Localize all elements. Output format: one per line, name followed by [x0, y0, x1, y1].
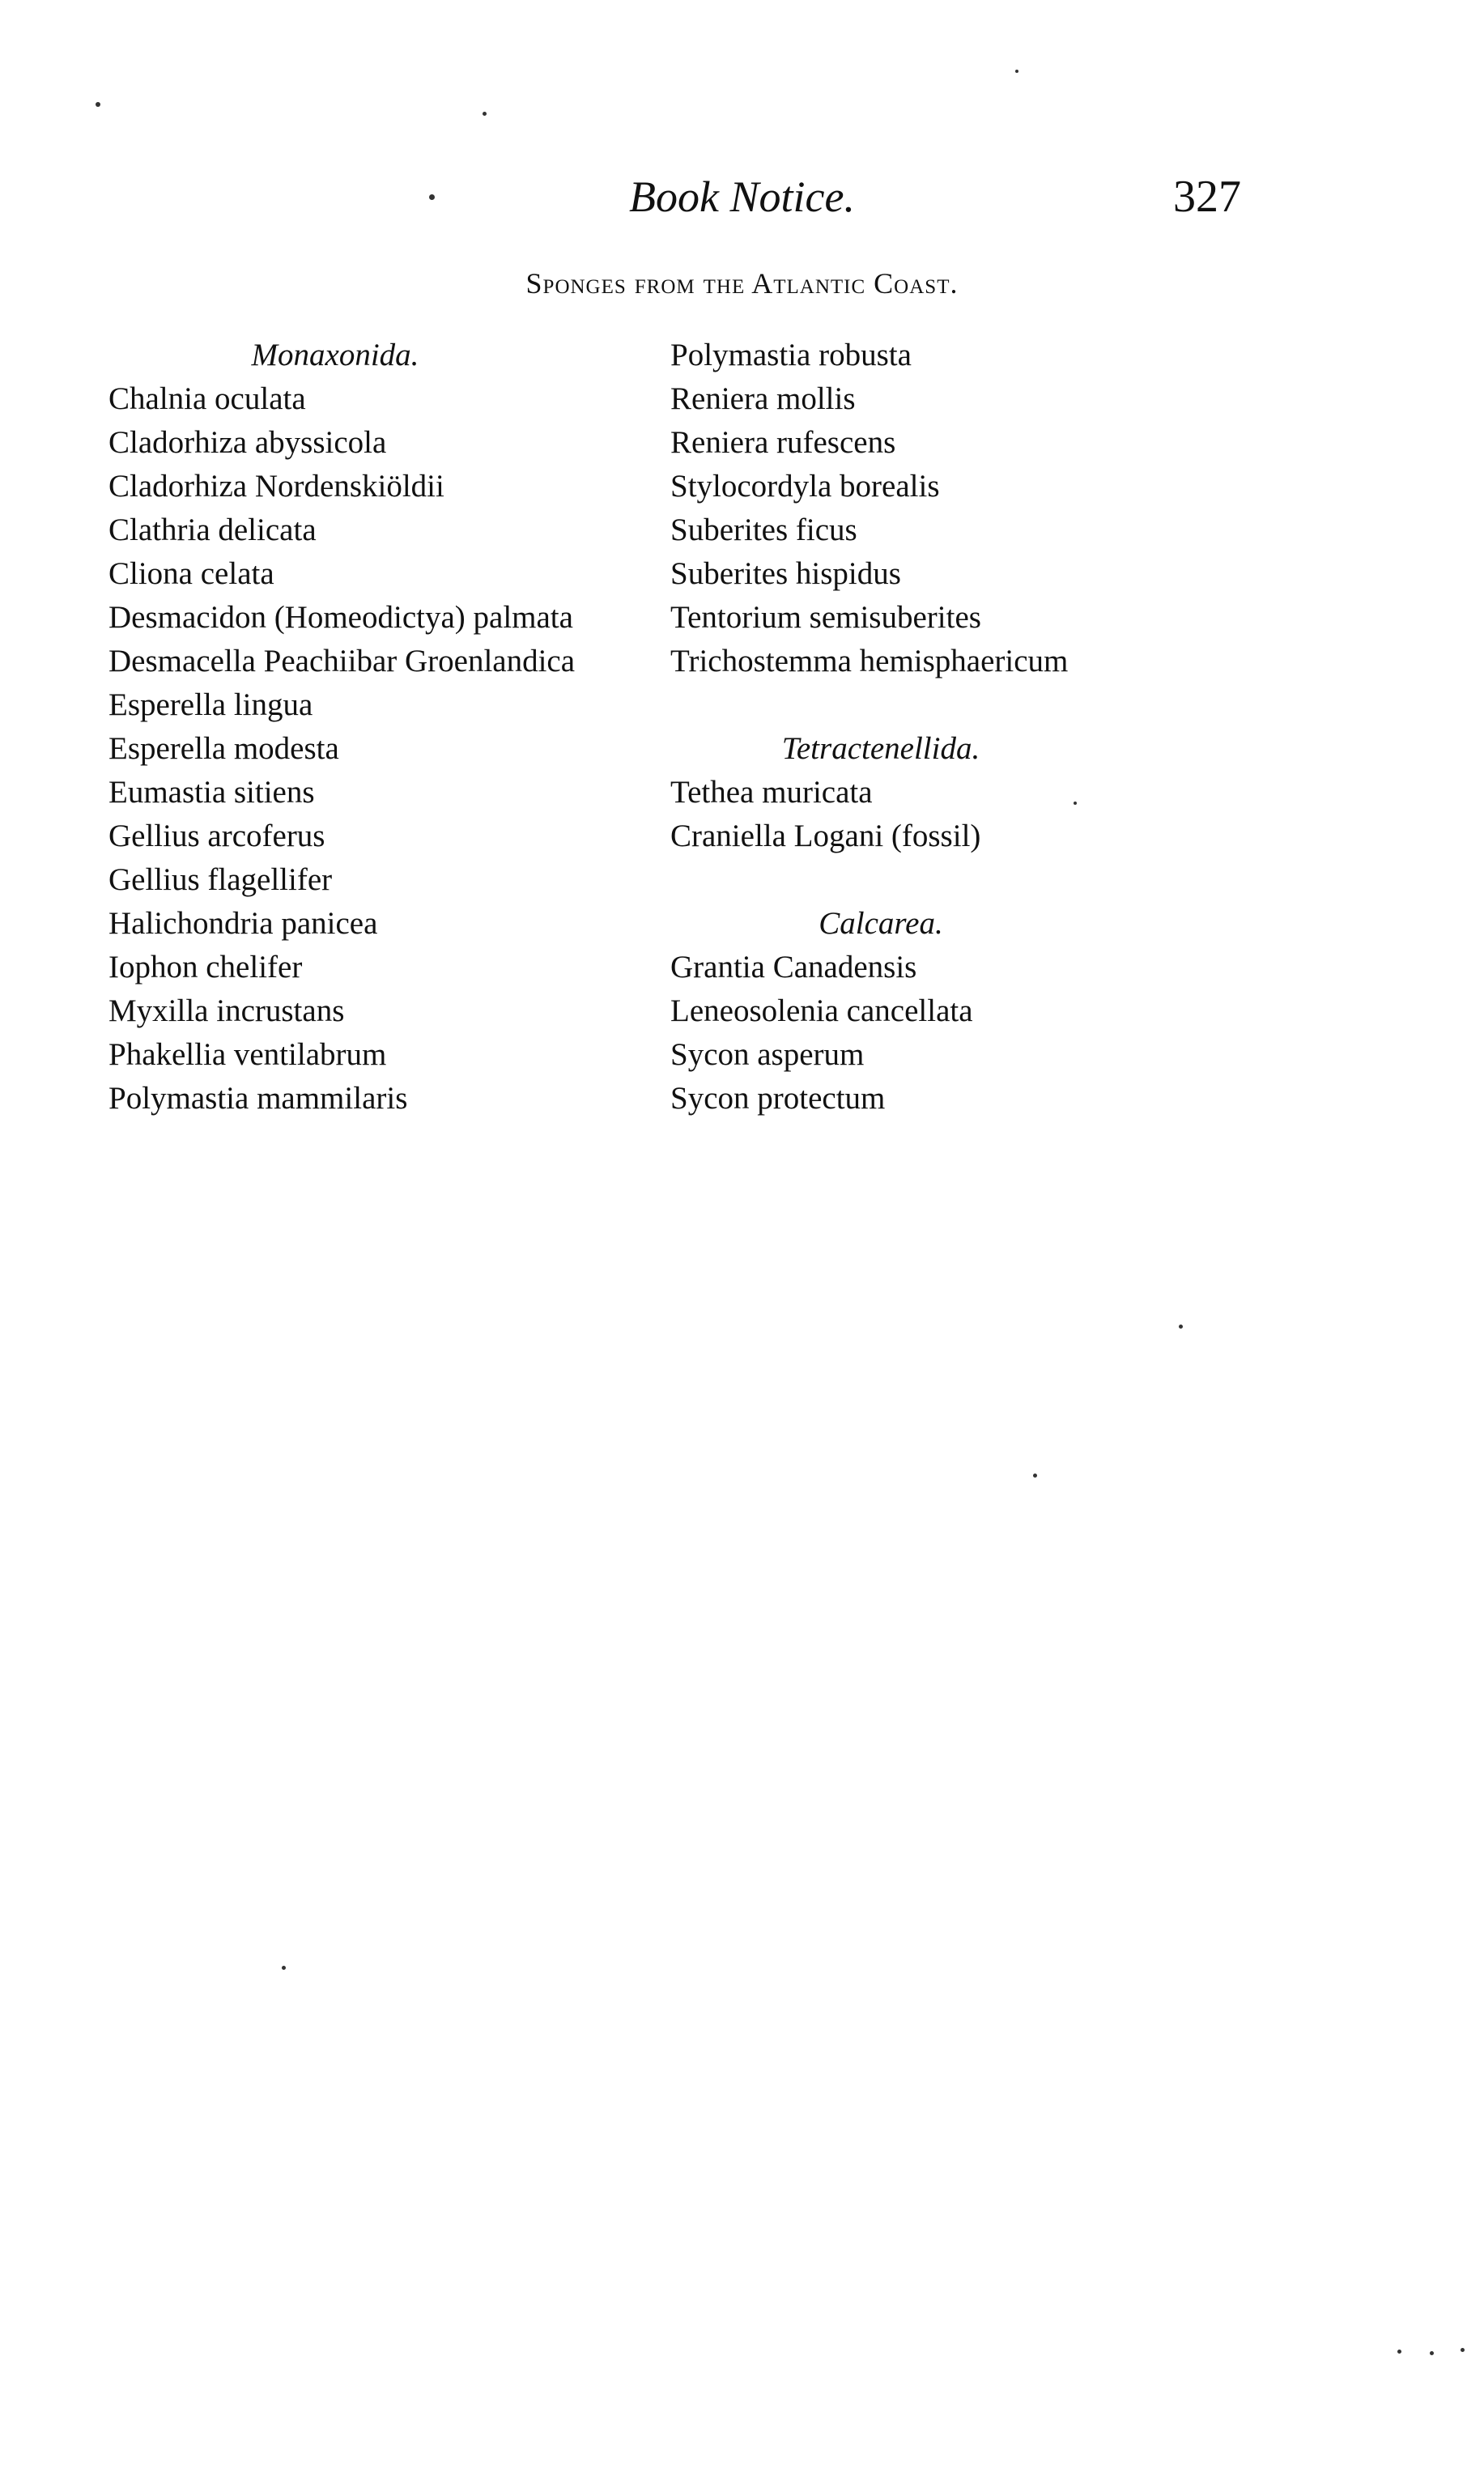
scan-speck: [1461, 2348, 1465, 2352]
scan-speck: [1033, 1474, 1037, 1478]
page-number: 327: [1173, 172, 1241, 222]
section-heading: Sponges from the Atlantic Coast.: [525, 267, 959, 300]
species-entry: Phakellia ventilabrum: [108, 1037, 387, 1072]
species-entry: Tentorium semisuberites: [670, 600, 981, 635]
species-entry: Esperella modesta: [108, 731, 339, 766]
species-entry: Polymastia mammilaris: [108, 1081, 408, 1116]
scan-speck: [1015, 70, 1018, 73]
species-entry: Gellius arcoferus: [108, 819, 325, 853]
running-head: [0, 168, 1484, 225]
species-entry: Desmacella Peachiibar Groenlandica: [108, 644, 576, 678]
scan-speck: [282, 1966, 286, 1970]
left-species-column: [108, 334, 667, 1121]
scan-speck: [1430, 2351, 1434, 2355]
species-entry: Chalnia oculata: [108, 381, 306, 416]
species-entry: Desmacidon (Homeodictya) palmata: [108, 600, 573, 635]
group-title-calcarea: Calcarea.: [819, 906, 943, 941]
group-title-monaxonida: Monaxonida.: [251, 338, 419, 372]
column-spacer: [670, 683, 1237, 727]
species-entry: Esperella lingua: [108, 687, 313, 722]
species-entry: Sycon asperum: [670, 1037, 865, 1072]
species-entry: Eumastia sitiens: [108, 775, 315, 810]
scan-speck: [96, 102, 100, 107]
column-spacer: [670, 858, 1237, 902]
scan-speck: [1179, 1325, 1183, 1329]
scan-speck: [1074, 802, 1077, 805]
species-entry: Cladorhiza abyssicola: [108, 425, 387, 460]
running-title: Book Notice.: [629, 172, 855, 221]
species-entry: Cladorhiza Nordenskiöldii: [108, 469, 444, 504]
species-entry: Grantia Canadensis: [670, 950, 917, 985]
species-entry: Halichondria panicea: [108, 906, 378, 941]
species-entry: Reniera rufescens: [670, 425, 896, 460]
species-entry: Suberites ficus: [670, 512, 857, 547]
scan-speck: [429, 194, 435, 200]
species-entry: Reniera mollis: [670, 381, 856, 416]
species-entry: Cliona celata: [108, 556, 274, 591]
species-entry: Myxilla incrustans: [108, 993, 345, 1028]
right-species-column: [670, 334, 1237, 1121]
species-entry: Tethea muricata: [670, 775, 873, 810]
species-entry: Suberites hispidus: [670, 556, 901, 591]
species-entry: Craniella Logani (fossil): [670, 819, 981, 853]
species-entry: Gellius flagellifer: [108, 862, 333, 897]
group-title-tetractenellida: Tetractenellida.: [781, 731, 980, 766]
species-entry: Trichostemma hemisphaericum: [670, 644, 1069, 678]
species-entry: Polymastia robusta: [670, 338, 912, 372]
species-entry: Clathria delicata: [108, 512, 317, 547]
species-entry: Sycon protectum: [670, 1081, 886, 1116]
species-entry: Leneosolenia cancellata: [670, 993, 973, 1028]
scan-speck: [483, 112, 487, 116]
species-entry: Stylocordyla borealis: [670, 469, 940, 504]
species-entry: Iophon chelifer: [108, 950, 303, 985]
scan-speck: [1397, 2350, 1401, 2354]
